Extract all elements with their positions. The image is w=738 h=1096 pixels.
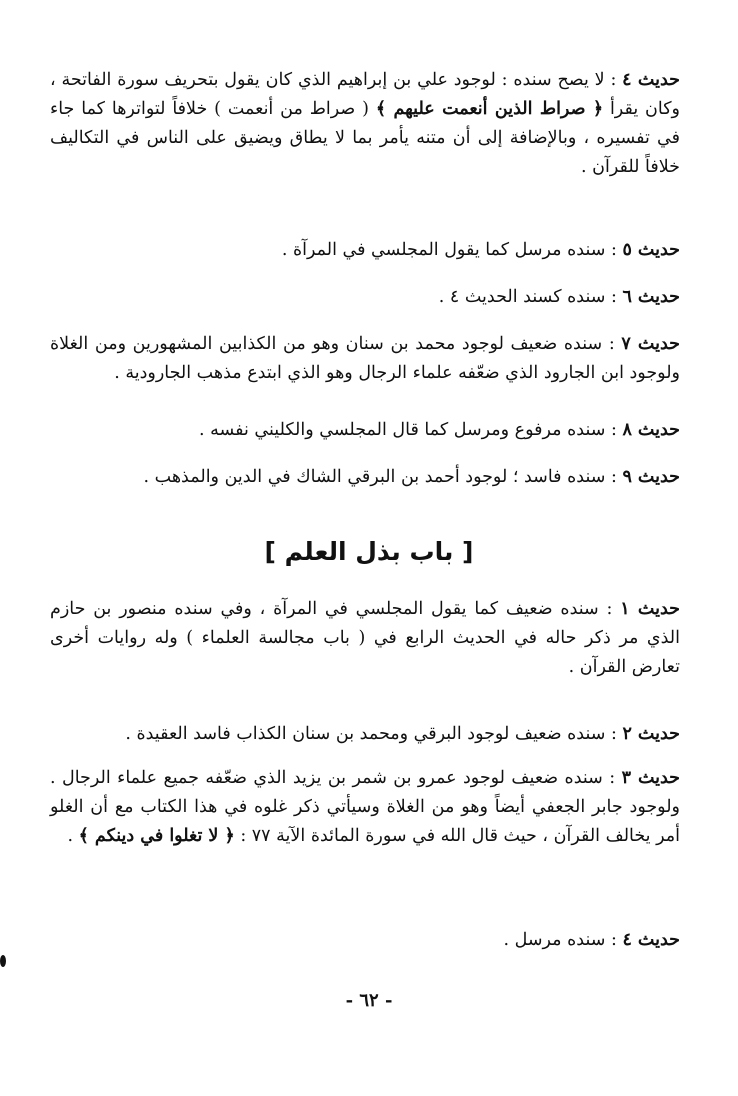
hadith-text: . (67, 826, 79, 846)
hadith-text: : سنده مرفوع ومرسل كما قال المجلسي والكليني نفسه . (199, 420, 623, 440)
hadith-label: حديث ٤ (622, 70, 680, 90)
chapter-heading: [ باب بذل العلم ] (264, 537, 474, 566)
hadith-text: : سنده ضعيف لوجود البرقي ومحمد بن سنان الكذاب فاسد العقيدة . (125, 724, 623, 744)
hadith-2-note (50, 720, 680, 749)
hadith-text: : سنده ضعيف لوجود عمرو بن شمر بن يزيد الذي ضعّفه جميع علماء الرجال . ولوجود جابر الجعفي أيضاً وهو من الغلاة وسيأتي ذكر غلوه في هذا الكتاب مع أن الغلو أمر يخالف القرآن ، حيث قال الله في سورة المائدة الآية ٧٧ : (50, 768, 680, 846)
hadith-label: حديث ٣ (621, 768, 681, 788)
hadith-text: : سنده مرسل . (503, 930, 623, 950)
margin-mark (0, 955, 6, 967)
hadith-4b-note (50, 926, 680, 955)
hadith-label: حديث ٦ (622, 287, 680, 307)
hadith-label: حديث ٤ (622, 930, 680, 950)
hadith-label: حديث ٧ (621, 334, 680, 354)
hadith-text: : سنده ضعيف لوجود محمد بن سنان وهو من الكذابين المشهورين ومن الغلاة ولوجود ابن الجارود الذي ضعّفه علماء الرجال وهو الذي ابتدع مذهب الجارودية . (50, 334, 680, 383)
quran-quote: ﴿ صراط الذين أنعمت عليهم ﴾ (375, 99, 604, 119)
hadith-label: حديث ٢ (622, 724, 680, 744)
hadith-4-note (50, 66, 680, 182)
hadith-label: حديث ٥ (622, 240, 680, 260)
quran-quote: ﴿ لا تغلوا في دينكم ﴾ (78, 826, 235, 846)
page-number: - ٦٢ - (345, 990, 393, 1011)
hadith-8-note (50, 416, 680, 445)
hadith-7-note (50, 330, 680, 388)
hadith-label: حديث ١ (620, 599, 680, 619)
hadith-label: حديث ٨ (622, 420, 680, 440)
hadith-5-note (50, 236, 680, 265)
hadith-9-note (50, 463, 680, 492)
hadith-text: : سنده كسند الحديث ٤ . (438, 287, 623, 307)
hadith-label: حديث ٩ (622, 467, 680, 487)
hadith-1-note (50, 595, 680, 682)
hadith-text: : لا يصح سنده : لوجود علي بن إبراهيم الذي كان يقول بتحريف سورة الفاتحة ، وكان يقرأ (50, 70, 681, 119)
hadith-text: ( صراط من أنعمت ) خلافاً لتواترها كما جاء في تفسيره ، وبالإضافة إلى أن متنه يأمر بما لا يطاق ويضيق على الناس في التكاليف خلافاً للقرآن . (50, 99, 680, 177)
hadith-text: : سنده ضعيف كما يقول المجلسي في المرآة ، وفي سنده منصور بن حازم الذي مر ذكر حاله في الحديث الرابع في ( باب مجالسة العلماء ) وله روايات أخرى تعارض القرآن . (50, 599, 680, 677)
hadith-3-note (50, 764, 680, 851)
hadith-6-note (50, 283, 680, 312)
hadith-text: : سنده فاسد ؛ لوجود أحمد بن البرقي الشاك في الدين والمذهب . (143, 467, 623, 487)
hadith-text: : سنده مرسل كما يقول المجلسي في المرآة . (281, 240, 623, 260)
